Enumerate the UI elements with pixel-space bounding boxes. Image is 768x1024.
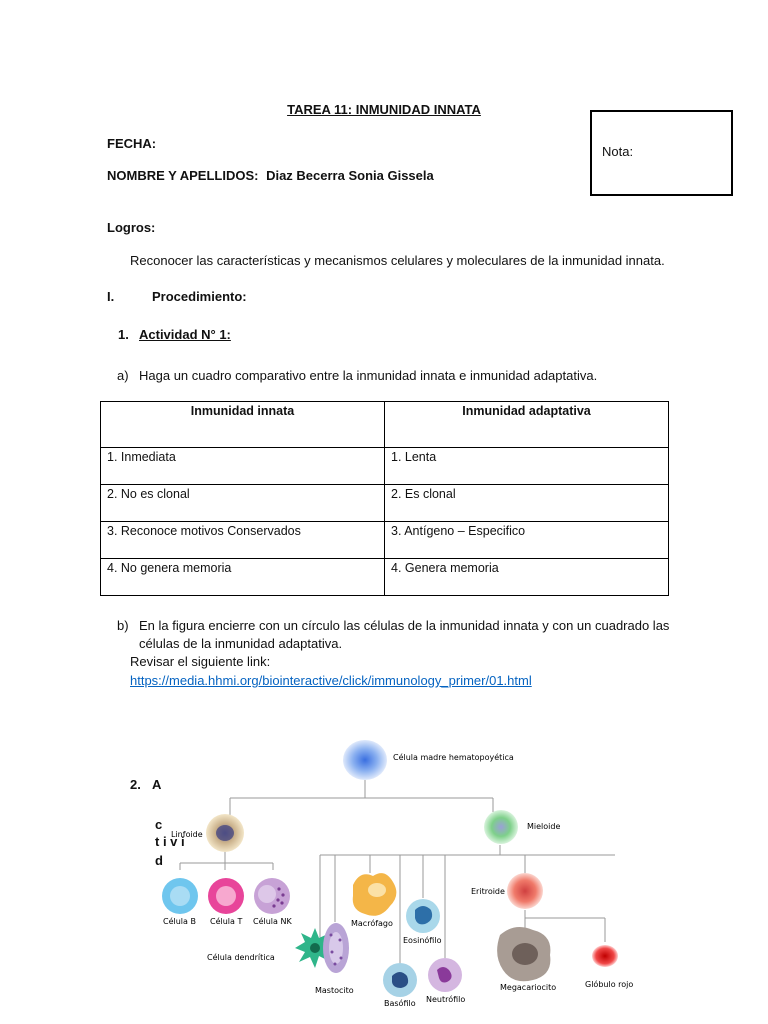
nota-box [590, 110, 733, 196]
page-title: TAREA 11: INMUNIDAD INNATA [287, 102, 481, 117]
activity1-num: 1. [118, 327, 129, 342]
activity2-fragment: c [155, 817, 163, 832]
table-row [101, 559, 669, 596]
fecha-label: FECHA: [107, 136, 157, 151]
label-mieloide: Mieloide [527, 822, 561, 831]
nombre-value: Diaz Becerra Sonia Gissela [266, 168, 434, 183]
activity2-fragment: A [152, 777, 162, 792]
label-megacariocito: Megacariocito [500, 983, 557, 992]
red-blood-cell-icon [592, 945, 618, 967]
megakaryocyte-icon [497, 927, 550, 981]
activity2-num: 2. [130, 777, 141, 792]
label-celula-b: Célula B [163, 917, 196, 926]
nombre-label: NOMBRE Y APELLIDOS: [107, 168, 259, 183]
item-b-line1: En la figura encierre con un círculo las células de la inmunidad innata y con un cuadrado las [139, 618, 670, 633]
item-b-line3: Revisar el siguiente link: [130, 654, 271, 669]
label-stem: Célula madre hematopoyética [393, 753, 514, 762]
table-cell: 2. No es clonal [101, 485, 385, 522]
erythroid-cell-icon [507, 873, 543, 909]
hhmi-link[interactable]: https://media.hhmi.org/biointeractive/click/immunology_primer/01.html [130, 673, 532, 688]
item-a-text: Haga un cuadro comparativo entre la inmunidad innata e inmunidad adaptativa. [139, 368, 598, 383]
label-linfoide: Linfoide [171, 830, 203, 839]
nota-label: Nota: [602, 144, 634, 159]
label-celula-nk: Célula NK [253, 917, 292, 926]
label-eosinofilo: Eosinófilo [403, 936, 442, 945]
table-cell: 1. Inmediata [101, 448, 385, 485]
label-dendritica: Célula dendrítica [207, 953, 275, 962]
label-eritroide: Eritroide [471, 887, 505, 896]
table-header: Inmunidad adaptativa [385, 402, 669, 448]
item-b-num: b) [117, 618, 129, 633]
label-mastocito: Mastocito [315, 986, 354, 995]
logros-text: Reconocer las características y mecanismos celulares y moleculares de la inmunidad innata. [130, 253, 665, 268]
item-a-num: a) [117, 368, 129, 383]
table-cell: 4. No genera memoria [101, 559, 385, 596]
section-num: I. [107, 289, 115, 304]
stem-cell-icon [343, 740, 387, 780]
table-cell: 4. Genera memoria [385, 559, 669, 596]
table-cell: 1. Lenta [385, 448, 669, 485]
table-header: Inmunidad innata [101, 402, 385, 448]
logros-label: Logros: [107, 220, 156, 235]
label-basofilo: Basófilo [384, 999, 416, 1008]
table-row [101, 522, 669, 559]
label-celula-t: Célula T [210, 917, 243, 926]
table-cell: 3. Reconoce motivos Conservados [101, 522, 385, 559]
myeloid-cell-icon [484, 810, 518, 844]
comparison-table [100, 401, 669, 596]
table-row [101, 485, 669, 522]
table-row [101, 448, 669, 485]
label-globulo-rojo: Glóbulo rojo [585, 980, 634, 989]
activity2-fragment: d [155, 853, 163, 868]
label-neutrofilo: Neutrófilo [426, 995, 466, 1004]
label-macrofago: Macrófago [351, 919, 393, 928]
macrophage-icon [353, 873, 397, 916]
nombre-row [107, 168, 434, 183]
item-b-line2: células de la inmunidad adaptativa. [139, 636, 343, 651]
section-title: Procedimiento: [152, 289, 247, 304]
table-cell: 2. Es clonal [385, 485, 669, 522]
table-header-row [101, 402, 669, 448]
hematopoiesis-diagram [155, 730, 655, 1010]
activity1-title: Actividad N° 1: [139, 327, 231, 342]
table-cell: 3. Antígeno – Especifico [385, 522, 669, 559]
activity2-fragment: t i v i [155, 834, 185, 849]
